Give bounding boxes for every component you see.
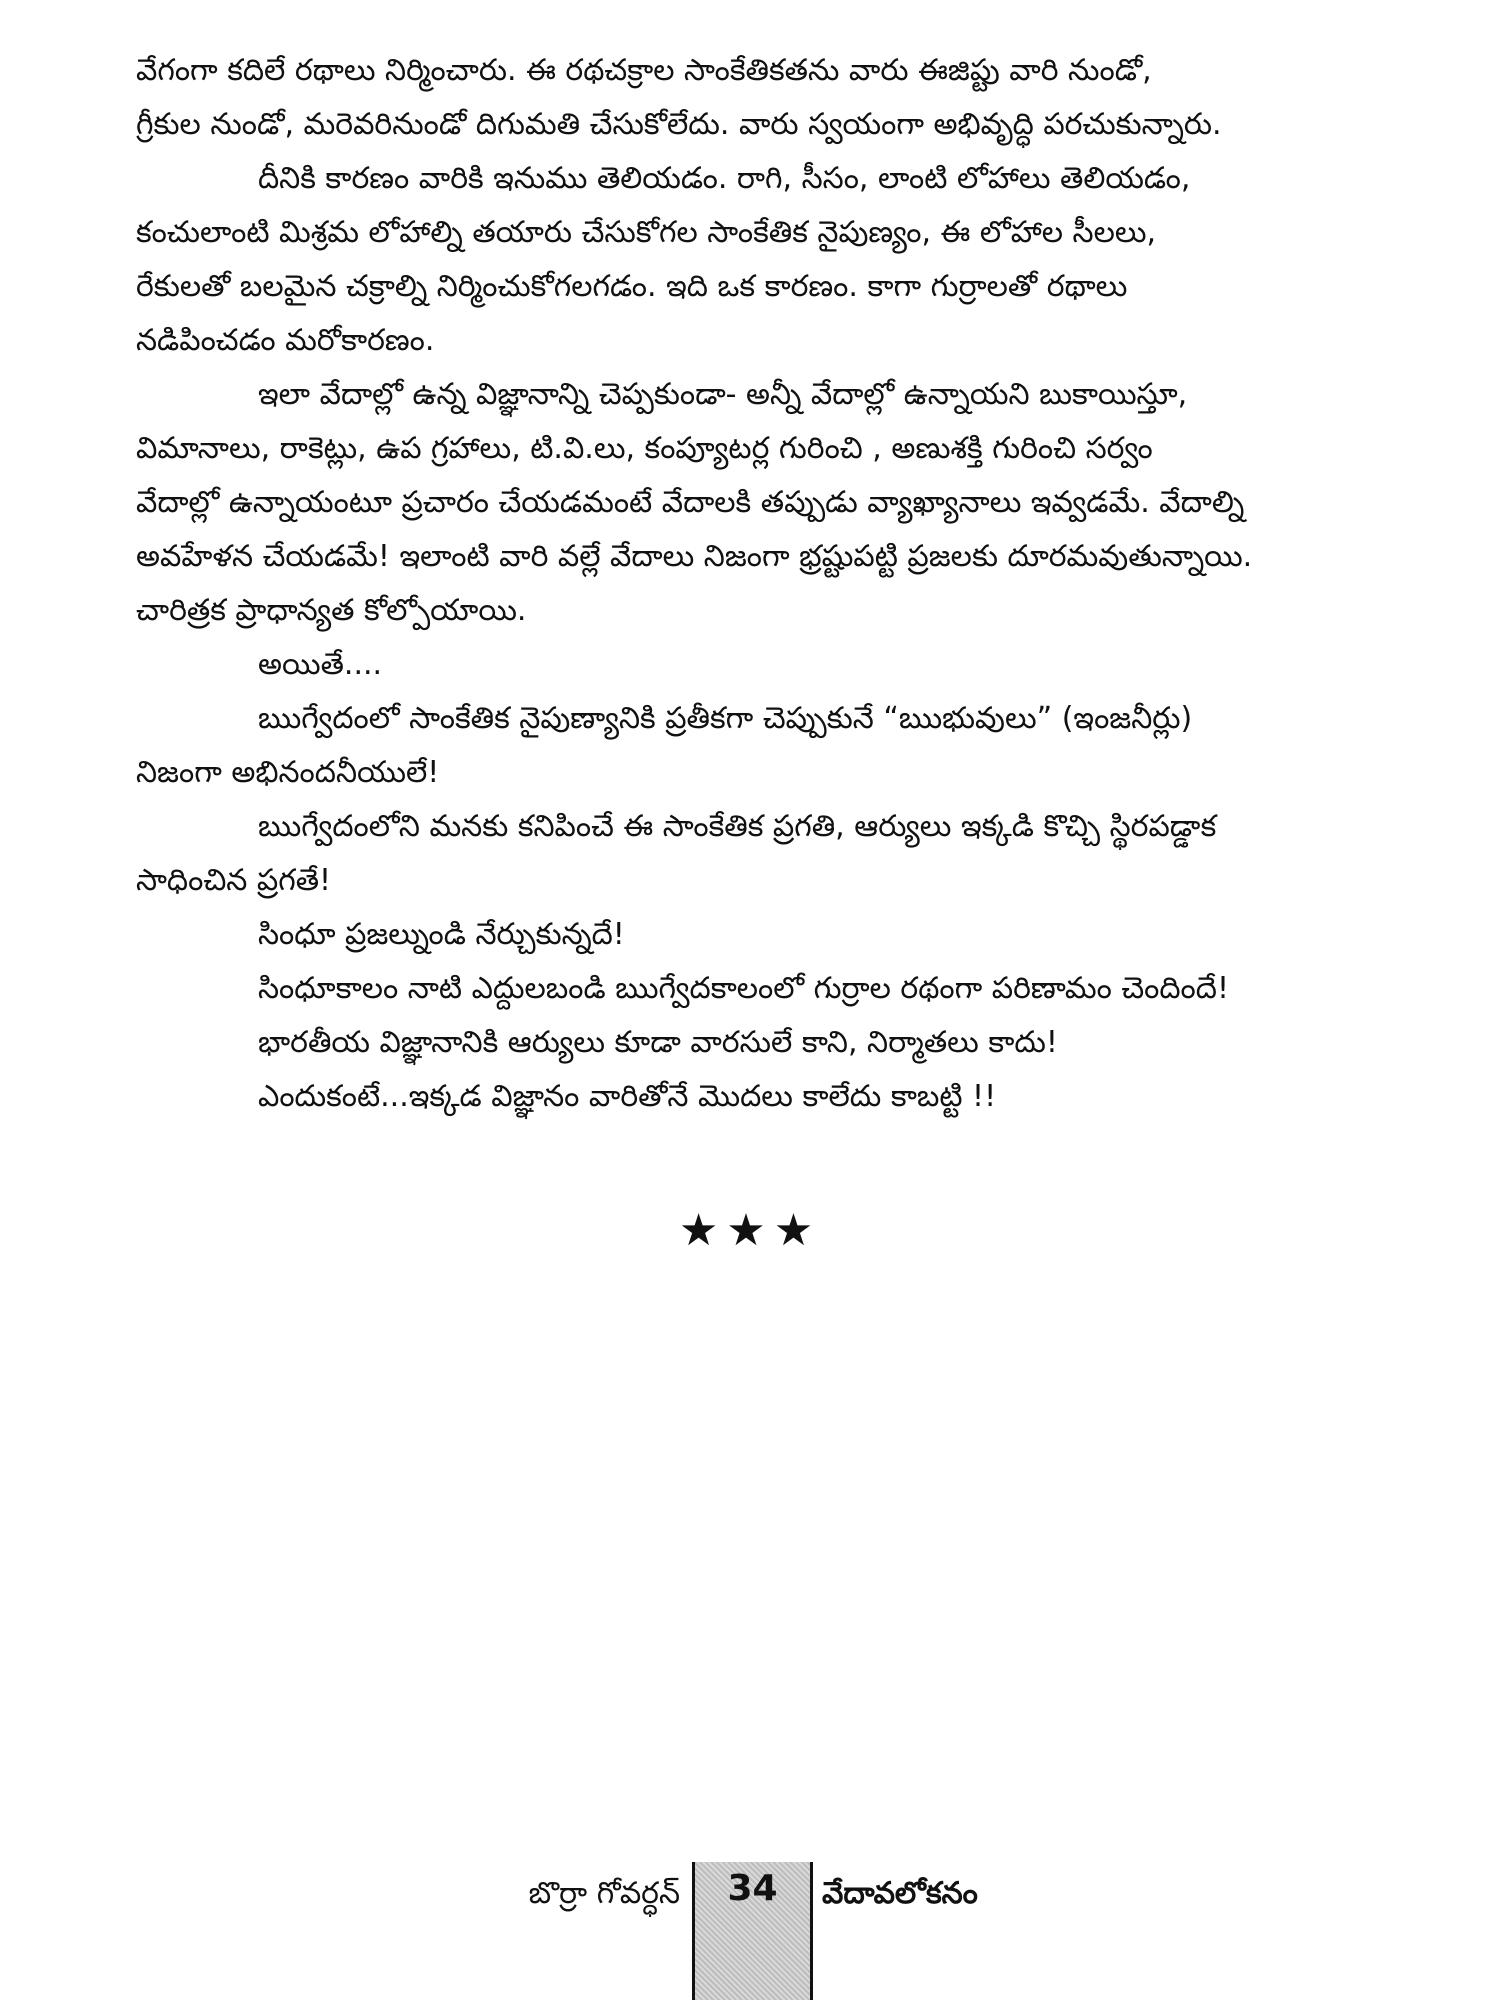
text-line: గ్రీకుల నుండో, మరెవరినుండో దిగుమతి చేసుకోలేదు. వారు స్వయంగా అభివృద్ధి పరచుకున్నారు. xyxy=(136,107,1222,142)
text-line: దీనికి కారణం వారికి ఇనుము తెలియడం. రాగి, సీసం, లాంటి లోహాలు తెలియడం, xyxy=(258,161,1191,196)
text-line: సింధూ ప్రజల్నుండి నేర్చుకున్నదే! xyxy=(258,917,625,952)
text-line: వేగంగా కదిలే రథాలు నిర్మించారు. ఈ రథచక్రాల సాంకేతికతను వారు ఈజిప్టు వారి నుండో, xyxy=(136,53,1152,88)
text-line: ఇలా వేదాల్లో ఉన్న విజ్ఞానాన్ని చెప్పకుండా- అన్నీ వేదాల్లో ఉన్నాయని బుకాయిస్తూ, xyxy=(258,377,1188,412)
text-line: ఎందుకంటే...ఇక్కడ విజ్ఞానం వారితోనే మొదలు కాలేదు కాబట్టి !! xyxy=(258,1079,997,1114)
text-line: నిజంగా అభినందనీయులే! xyxy=(136,755,440,790)
page-number-box xyxy=(692,1862,813,2000)
text-line: నడిపించడం మరోకారణం. xyxy=(136,323,435,358)
text-line: విమానాలు, రాకెట్లు, ఉప గ్రహాలు, టి.వి.లు, కంప్యూటర్ల గురించి , అణుశక్తి గురించి సర్వం xyxy=(136,431,1153,466)
text-line: అయితే.... xyxy=(258,647,383,682)
text-line: రేకులతో బలమైన చక్రాల్ని నిర్మించుకోగలగడం. ఇది ఒక కారణం. కాగా గుర్రాలతో రథాలు xyxy=(136,269,1128,304)
text-line: సాధించిన ప్రగతే! xyxy=(136,863,332,898)
page-number: 34 xyxy=(727,1868,778,1909)
footer-author: బొర్రా గోవర్ధన్ xyxy=(528,1876,680,1911)
section-separator: ★★★ xyxy=(678,1205,822,1256)
text-line: వేదాల్లో ఉన్నాయంటూ ప్రచారం చేయడమంటే వేదాలకి తప్పుడు వ్యాఖ్యానాలు ఇవ్వడమే. వేదాల్ని xyxy=(136,485,1245,520)
text-line: కంచులాంటి మిశ్రమ లోహాల్ని తయారు చేసుకోగల సాంకేతిక నైపుణ్యం, ఈ లోహాల సీలలు, xyxy=(136,215,1157,250)
body-text xyxy=(136,44,1396,1124)
text-line: ఋగ్వేదంలోని మనకు కనిపించే ఈ సాంకేతిక ప్రగతి, ఆర్యులు ఇక్కడి కొచ్చి స్థిరపడ్డాక xyxy=(258,809,1217,844)
text-line: సింధూకాలం నాటి ఎద్దులబండి ఋగ్వేదకాలంలో గుర్రాల రథంగా పరిణామం చెందిందే! xyxy=(258,971,1229,1006)
footer-book-title: వేదావలోకనం xyxy=(822,1876,978,1911)
text-line: భారతీయ విజ్ఞానానికి ఆర్యులు కూడా వారసులే కాని, నిర్మాతలు కాదు! xyxy=(258,1025,1058,1060)
text-line: అవహేళన చేయడమే! ఇలాంటి వారి వల్లే వేదాలు నిజంగా భ్రష్టుపట్టి ప్రజలకు దూరమవుతున్నాయి. xyxy=(136,539,1253,574)
text-line: ఋగ్వేదంలో సాంకేతిక నైపుణ్యానికి ప్రతీకగా చెప్పుకునే “ఋభువులు” (ఇంజనీర్లు) xyxy=(258,701,1193,736)
text-line: చారిత్రక ప్రాధాన్యత కోల్పోయాయి. xyxy=(136,593,527,628)
page-footer xyxy=(0,1862,1500,2000)
